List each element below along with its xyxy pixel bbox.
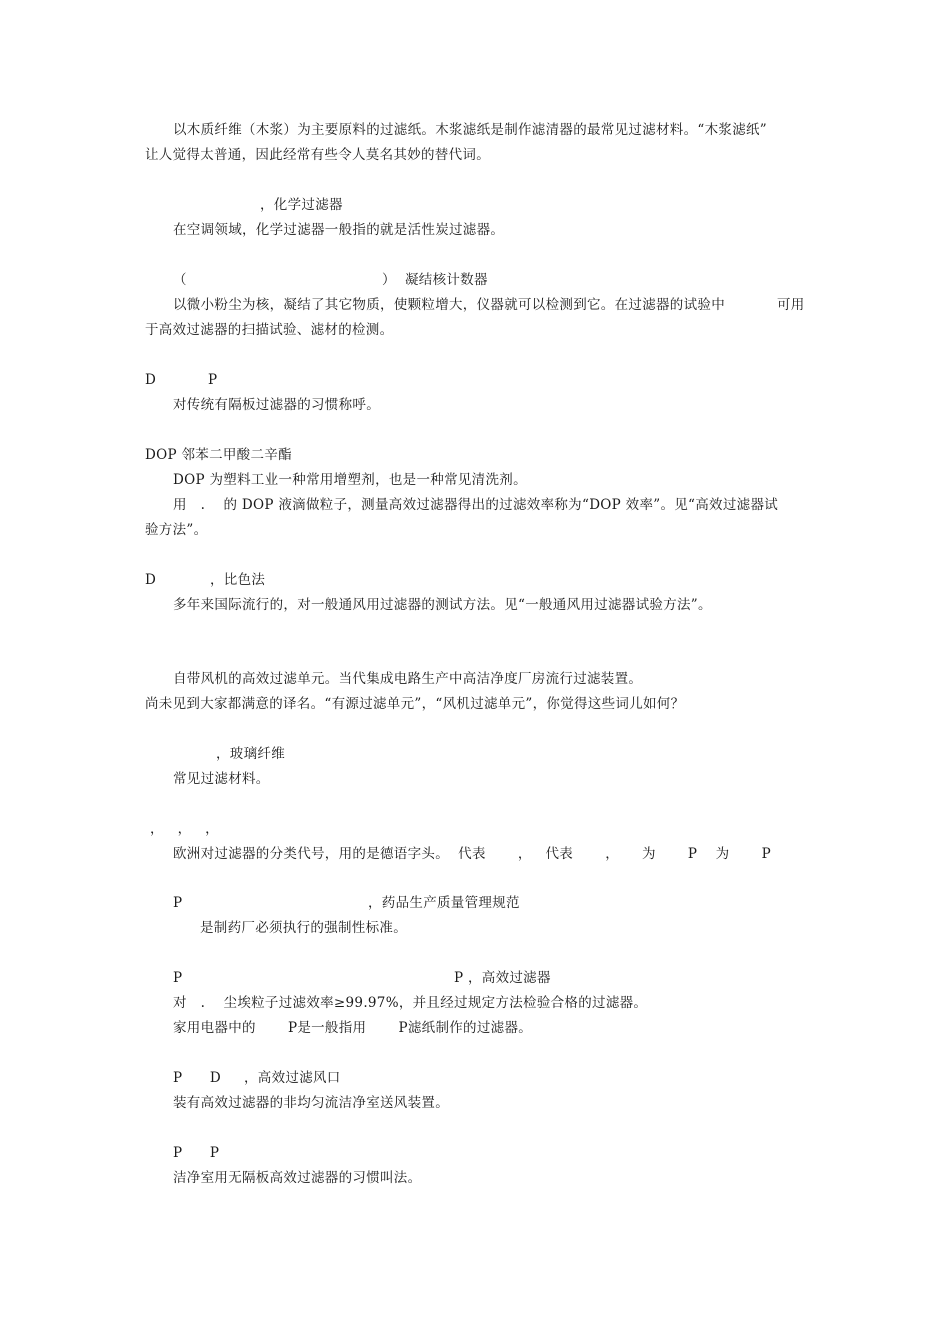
term-heading: （ [173,272,187,288]
term-heading: P [173,895,183,911]
term-heading: ，化学过滤器 [260,197,343,213]
text-line: 对 . 尘埃粒子过滤效率≥99.97%，并且经过规定方法检验合格的过滤器。 [173,995,648,1011]
text-line: 可用 [777,297,805,313]
text-line: 自带风机的高效过滤单元。当代集成电路生产中高洁净度厂房流行过滤装置。 [173,671,643,687]
text-line: 用 . 的 DOP 液滴做粒子，测量高效过滤器得出的过滤效率称为“DOP 效率”。见“高效过滤器试 [173,497,779,513]
term-heading: P D ，高效过滤风口 [173,1070,341,1086]
text-line: 尚未见到大家都满意的译名。“有源过滤单元”，“风机过滤单元”，你觉得这些词儿如何？ [145,696,685,712]
text-line: DOP 为塑料工业一种常用增塑剂，也是一种常见清洗剂。 [173,472,527,488]
text-line: 是制药厂必须执行的强制性标准。 [200,920,407,936]
text-line: 常见过滤材料。 [173,771,270,787]
term-heading: ） 凝结核计数器 [382,272,488,288]
term-heading: ，比色法 [210,572,266,588]
text-line: 以木质纤维（木浆）为主要原料的过滤纸。木浆滤纸是制作滤清器的最常见过滤材料。“木浆滤纸” [173,122,768,138]
text-line: 以微小粉尘为核，凝结了其它物质，使颗粒增大，仪器就可以检测到它。在过滤器的试验中 [173,297,725,313]
text-line: 洁净室用无隔板高效过滤器的习惯叫法。 [173,1170,422,1186]
term-heading: P ，高效过滤器 [454,970,551,986]
term-heading: ， ， ， [150,821,219,837]
term-heading: D [145,572,157,588]
text-line: 装有高效过滤器的非均匀流洁净室送风装置。 [173,1095,449,1111]
term-heading: P [173,970,183,986]
term-heading: D [145,372,157,388]
text-line: 验方法”。 [145,522,208,538]
text-line: 多年来国际流行的，对一般通风用过滤器的测试方法。见“一般通风用过滤器试验方法”。 [173,597,712,613]
text-line: 于高效过滤器的扫描试验、滤材的检测。 [145,322,394,338]
text-line: 对传统有隔板过滤器的习惯称呼。 [173,397,380,413]
term-heading: P [208,372,218,388]
text-line: 让人觉得太普通，因此经常有些令人莫名其妙的替代词。 [145,147,490,163]
term-heading: ，玻璃纤维 [216,746,285,762]
term-heading: P P [173,1145,220,1161]
text-line: 欧洲对过滤器的分类代号，用的是德语字头。 代表 ， 代表 ， 为 P 为 P [173,846,771,862]
text-line: 家用电器中的 P是一般指用 P滤纸制作的过滤器。 [173,1020,533,1036]
term-heading: DOP 邻苯二甲酸二辛酯 [145,447,292,463]
term-heading: ，药品生产质量管理规范 [368,895,520,911]
text-line: 在空调领域，化学过滤器一般指的就是活性炭过滤器。 [173,222,505,238]
